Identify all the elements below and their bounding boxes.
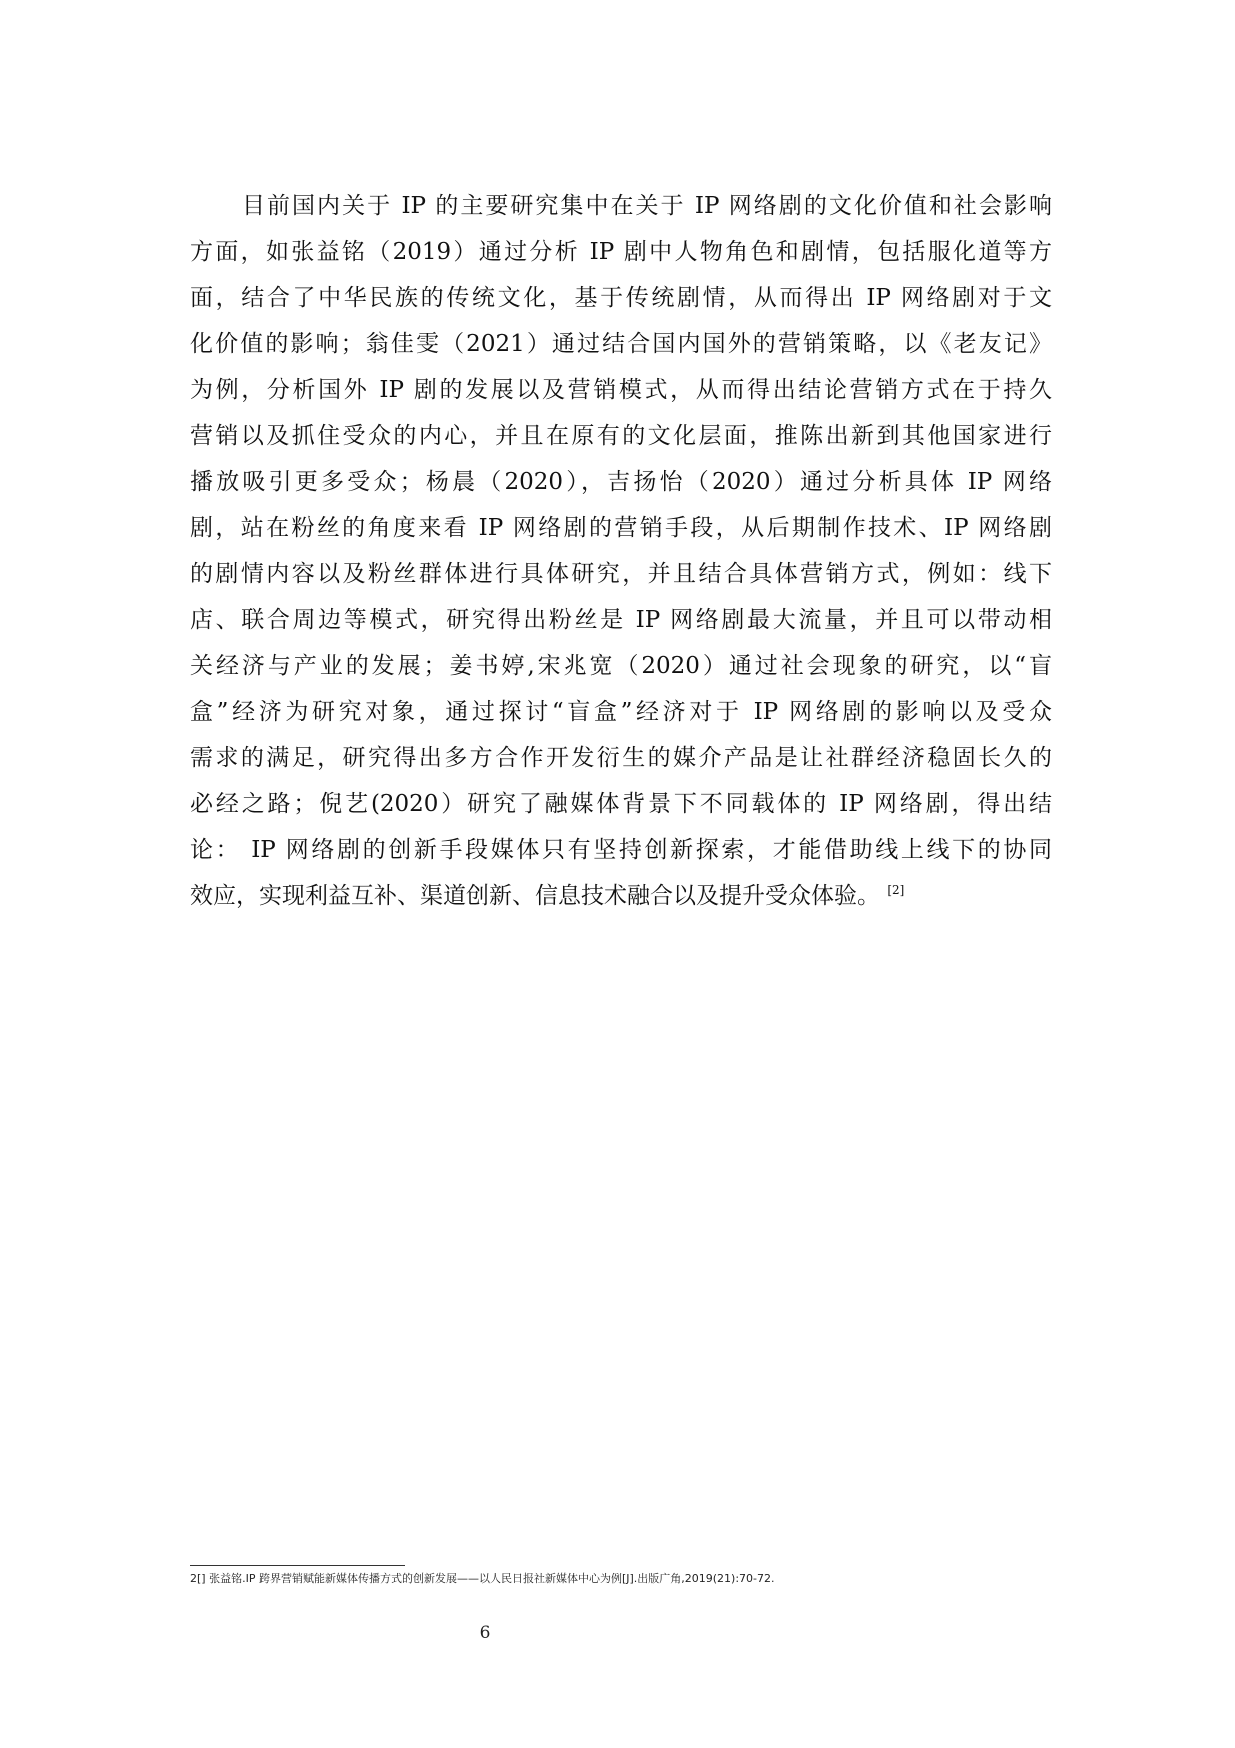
citation-marker: [2]: [887, 883, 905, 897]
paragraph-line-5: 为例，分析国外 IP 剧的发展以及营销模式，从而得出结论营销方式在于持久: [190, 377, 1052, 403]
paragraph-line-10: 店、联合周边等模式，研究得出粉丝是 IP 网络剧最大流量，并且可以带动相: [190, 607, 1052, 633]
paragraph-line-14: 必经之路；倪艺(2020）研究了融媒体背景下不同载体的 IP 网络剧，得出结: [190, 791, 1052, 817]
paragraph-line-6: 营销以及抓住受众的内心，并且在原有的文化层面，推陈出新到其他国家进行: [190, 423, 1052, 449]
footnote: 2[] 张益铭.IP 跨界营销赋能新媒体传播方式的创新发展——以人民日报社新媒体中心为例[J].出版广角,2019(21):70-72.: [190, 1572, 775, 1585]
body-paragraph: [190, 183, 1052, 919]
paragraph-line-2: 方面，如张益铭（2019）通过分析 IP 剧中人物角色和剧情，包括服化道等方: [190, 239, 1052, 265]
paragraph-line-11: 关经济与产业的发展；姜书婷,宋兆宽（2020）通过社会现象的研究，以“盲: [190, 653, 1052, 679]
paragraph-line-12: 盒”经济为研究对象，通过探讨“盲盒”经济对于 IP 网络剧的影响以及受众: [190, 699, 1052, 725]
paragraph-line-9: 的剧情内容以及粉丝群体进行具体研究，并且结合具体营销方式，例如：线下: [190, 561, 1052, 587]
paragraph-line-13: 需求的满足，研究得出多方合作开发衍生的媒介产品是让社群经济稳固长久的: [190, 745, 1052, 771]
paragraph-line-4: 化价值的影响；翁佳雯（2021）通过结合国内国外的营销策略，以《老友记》: [190, 331, 1052, 357]
paragraph-line-3: 面，结合了中华民族的传统文化，基于传统剧情，从而得出 IP 网络剧对于文: [190, 285, 1052, 311]
paragraph-line-16: [190, 873, 1052, 919]
paragraph-line-7: 播放吸引更多受众；杨晨（2020），吉扬怡（2020）通过分析具体 IP 网络: [190, 469, 1052, 495]
paragraph-line-1: 目前国内关于 IP 的主要研究集中在关于 IP 网络剧的文化价值和社会影响: [242, 193, 1052, 219]
paragraph-line-16-text: 效应，实现利益互补、渠道创新、信息技术融合以及提升受众体验。: [190, 883, 880, 909]
footnote-divider: [190, 1565, 405, 1566]
page-number: 6: [479, 1623, 491, 1643]
paragraph-line-15: 论： IP 网络剧的创新手段媒体只有坚持创新探索，才能借助线上线下的协同: [190, 837, 1052, 863]
paragraph-line-8: 剧，站在粉丝的角度来看 IP 网络剧的营销手段，从后期制作技术、IP 网络剧: [190, 515, 1052, 541]
